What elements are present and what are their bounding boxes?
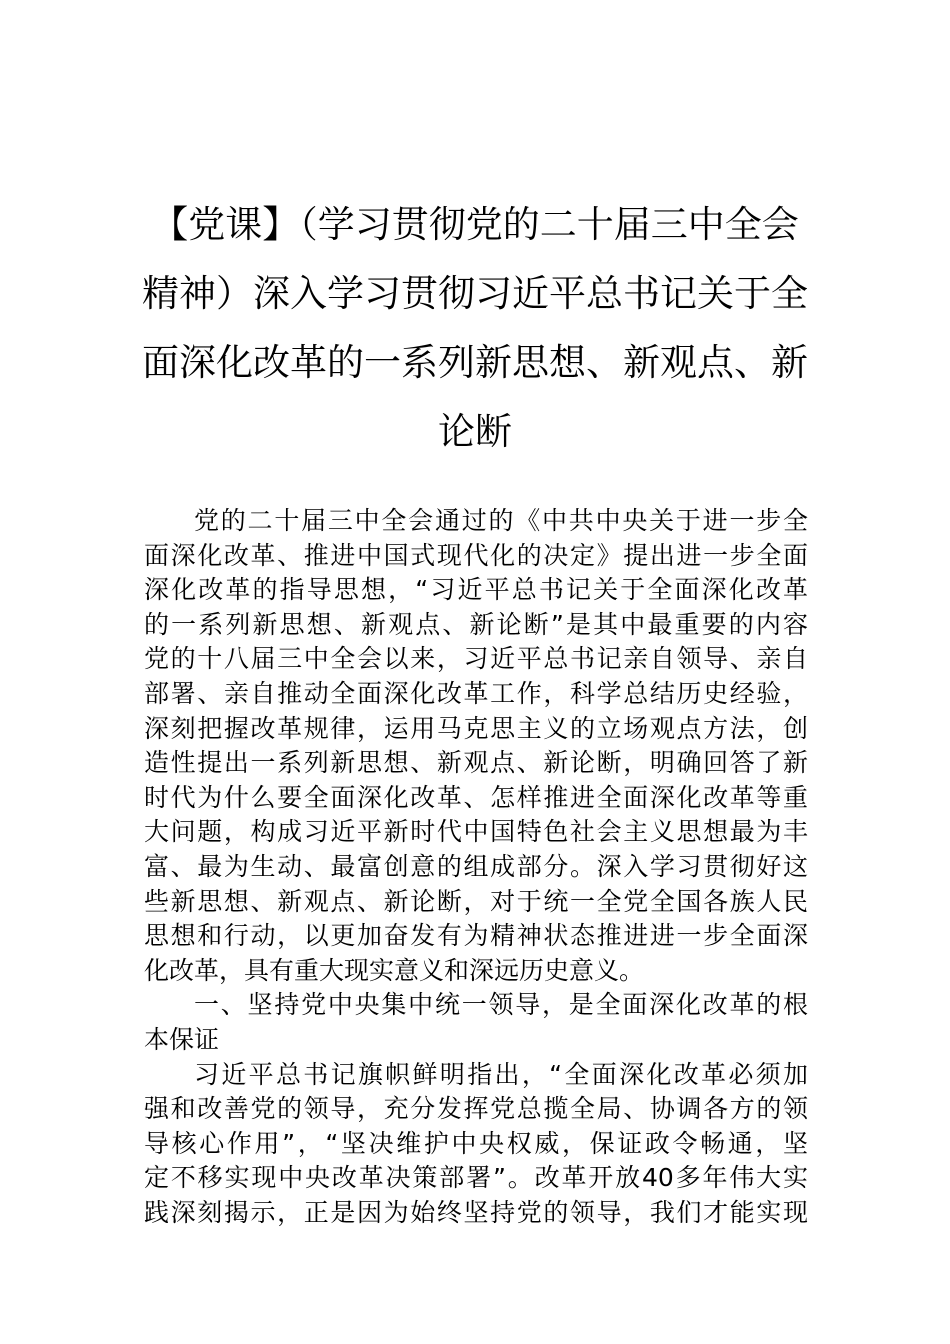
text-line: 导核心作用”，“坚决维护中央权威，保证政令畅通，坚 — [144, 1128, 808, 1158]
text-line: 党的二十届三中全会通过的《中共中央关于进一步全 — [194, 506, 808, 535]
text-line: 大问题，构成习近平新时代中国特色社会主义思想最为丰 — [144, 817, 808, 847]
text-line: 时代为什么要全面深化改革、怎样推进全面深化改革等重 — [144, 782, 808, 812]
section-heading-1 — [144, 988, 808, 1057]
paragraph-section-1 — [144, 1058, 808, 1231]
text-line: 的一系列新思想、新观点、新论断”是其中最重要的内容 — [144, 609, 808, 639]
text-line: 本保证 — [144, 1024, 220, 1054]
text-line: 造性提出一系列新思想、新观点、新论断，明确回答了新 — [144, 748, 808, 778]
title-line: 论断 — [438, 410, 512, 453]
text-line: 富、最为生动、最富创意的组成部分。深入学习贯彻好这 — [144, 851, 808, 881]
text-line: 党的十八届三中全会以来，习近平总书记亲自领导、亲自 — [144, 644, 808, 674]
text-line: 深刻把握改革规律，运用马克思主义的立场观点方法，创 — [144, 713, 808, 743]
title-line: 面深化改革的一系列新思想、新观点、新 — [142, 341, 808, 384]
text-line: 面深化改革、推进中国式现代化的决定》提出进一步全面 — [144, 540, 808, 570]
text-line: 定不移实现中央改革决策部署”。改革开放40多年伟大实 — [144, 1163, 808, 1193]
document-title — [140, 190, 810, 466]
text-line: 部署、亲自推动全面深化改革工作，科学总结历史经验， — [144, 678, 808, 708]
text-line: 些新思想、新观点、新论断，对于统一全党全国各族人民 — [144, 886, 808, 916]
text-line: 习近平总书记旗帜鲜明指出，“全面深化改革必须加 — [194, 1059, 808, 1089]
title-line: 精神）深入学习贯彻习近平总书记关于全 — [142, 272, 808, 315]
text-line: 一、坚持党中央集中统一领导，是全面深化改革的根 — [194, 990, 808, 1020]
text-line: 化改革，具有重大现实意义和深远历史意义。 — [144, 955, 645, 985]
document-body — [144, 504, 808, 1230]
title-line: 【党课】（学习贯彻党的二十届三中全会 — [151, 203, 799, 246]
text-line: 思想和行动，以更加奋发有为精神状态推进进一步全面深 — [144, 921, 808, 951]
text-line: 深化改革的指导思想，“习近平总书记关于全面深化改革 — [144, 575, 808, 605]
paragraph-intro — [144, 504, 808, 988]
text-line: 践深刻揭示，正是因为始终坚持党的领导，我们才能实现 — [144, 1197, 808, 1227]
text-line: 强和改善党的领导，充分发挥党总揽全局、协调各方的领 — [144, 1094, 808, 1124]
